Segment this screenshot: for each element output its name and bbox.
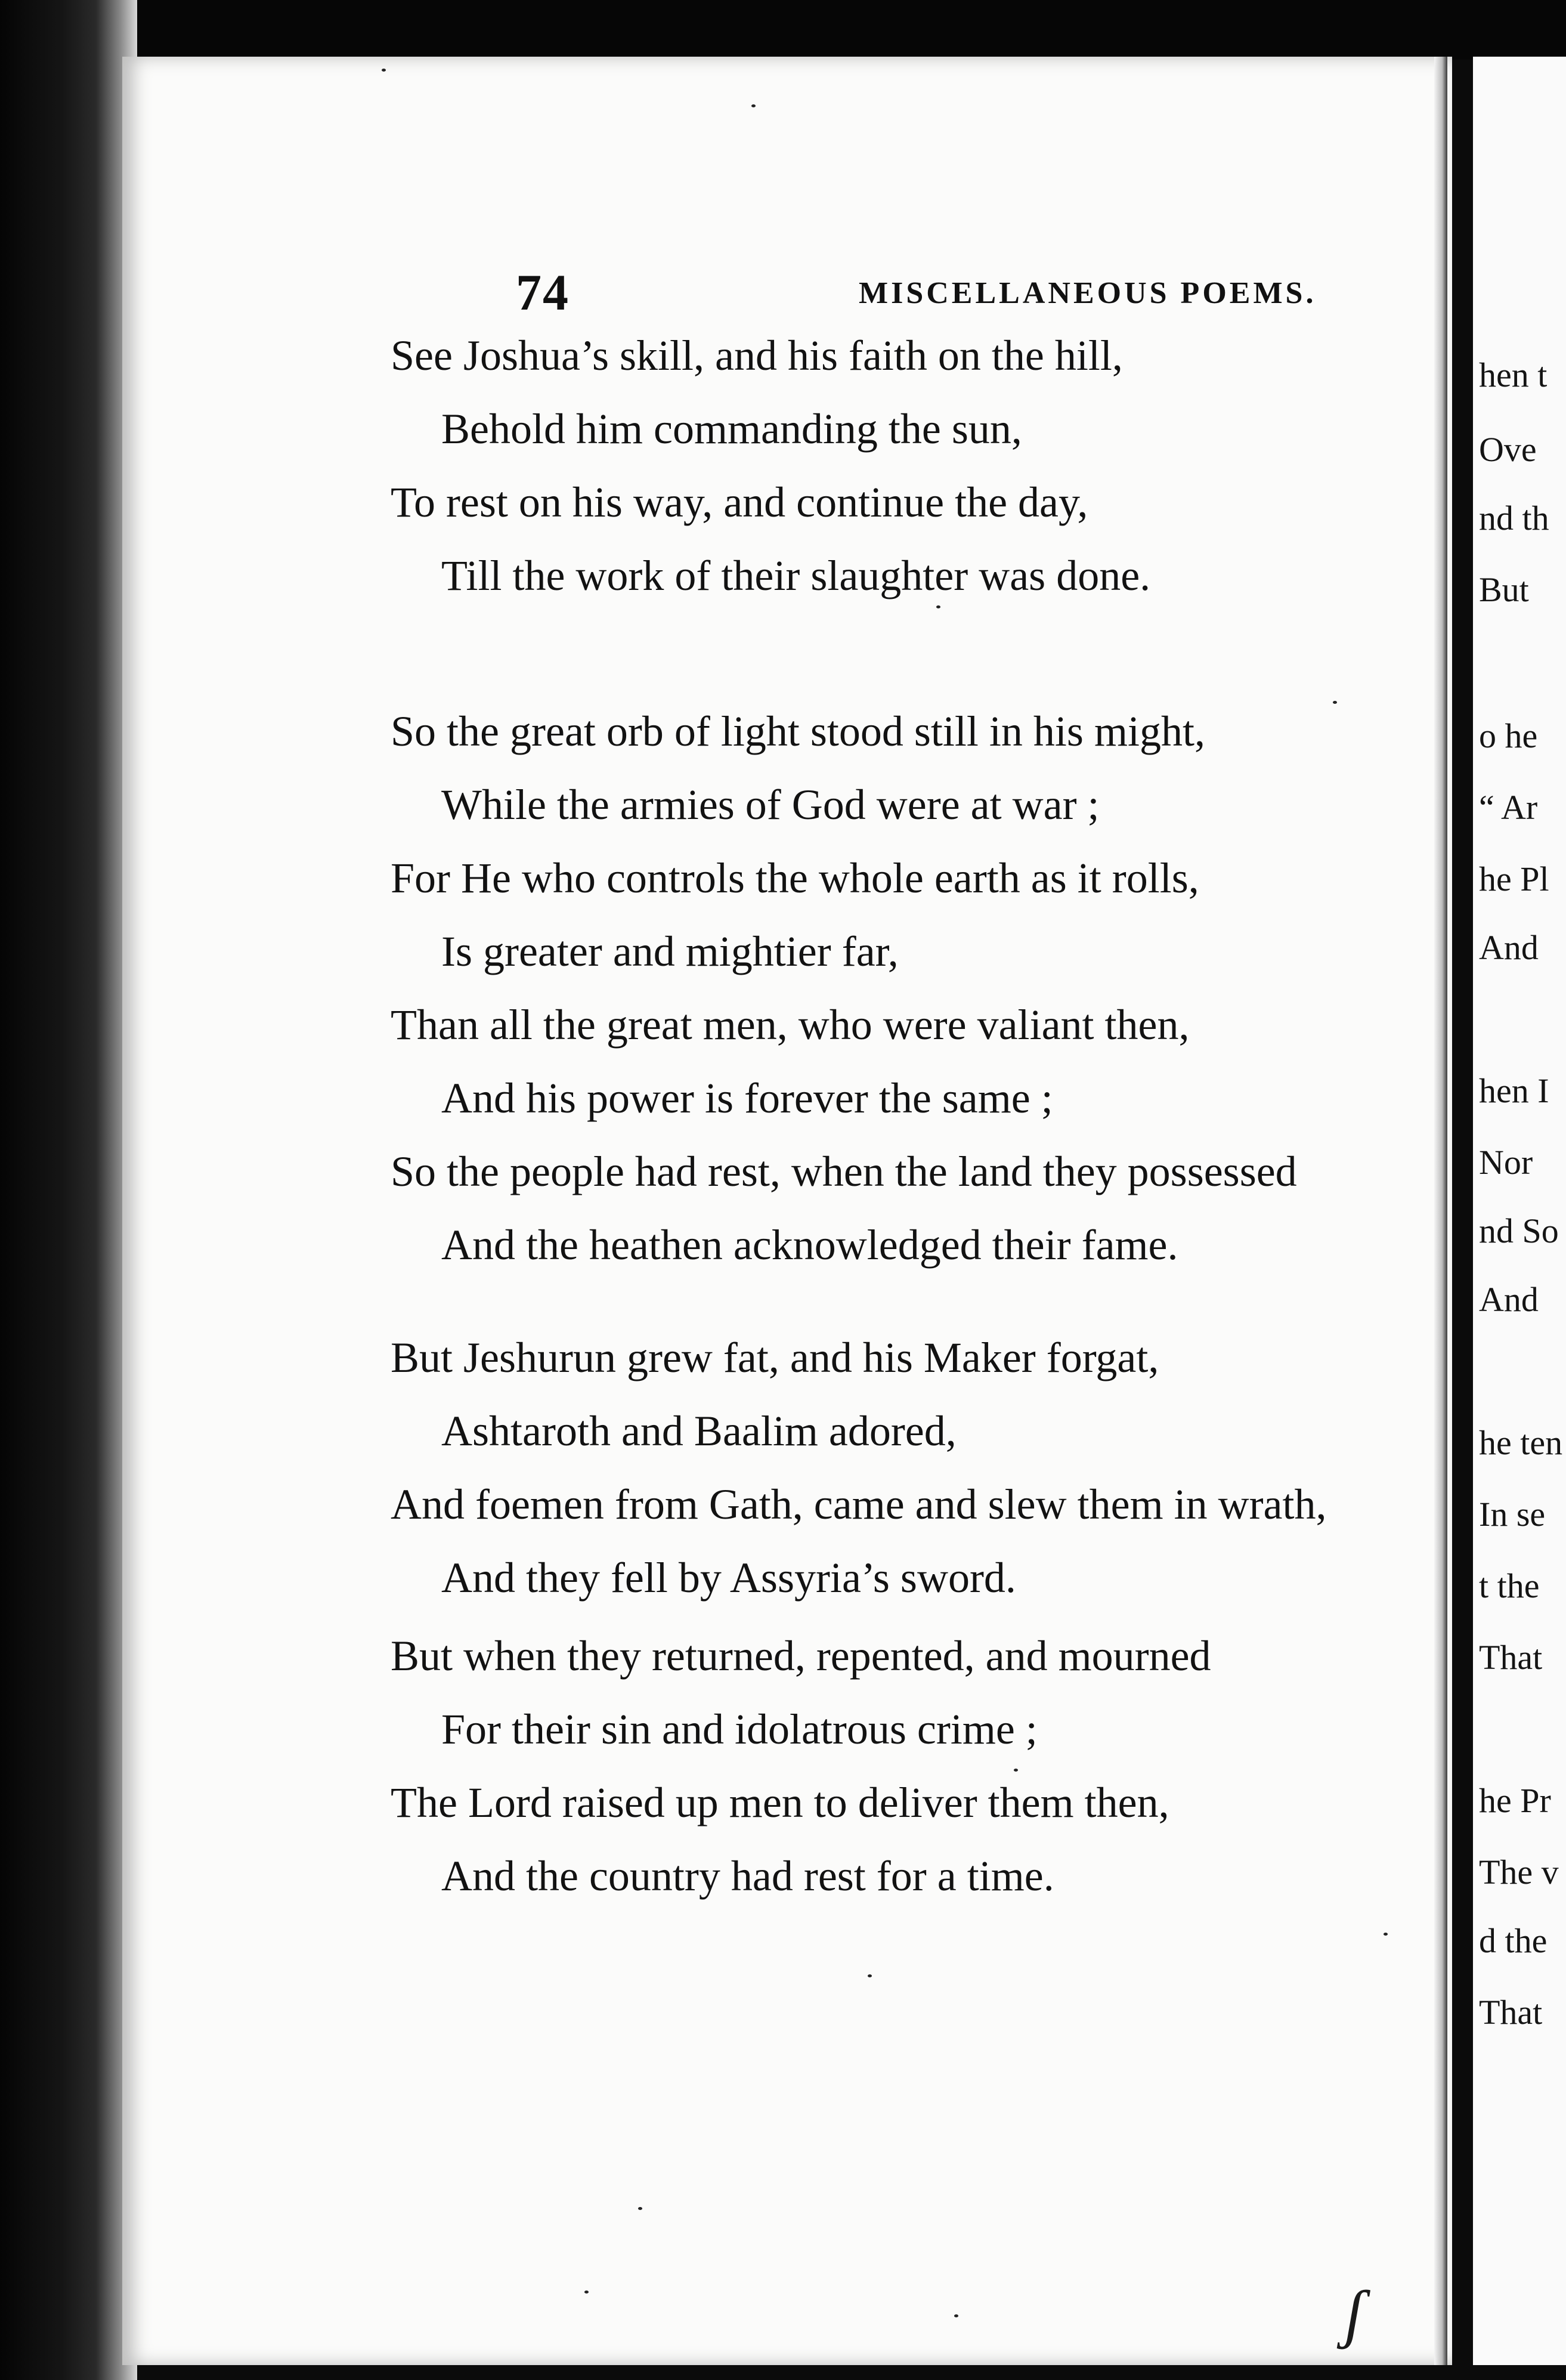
facing-page-fragment: o he xyxy=(1479,716,1538,755)
poem-line: Than all the great men, who were valiant then, xyxy=(391,1001,1190,1049)
scan-top-shadow xyxy=(0,0,1566,60)
poem-line: And the heathen acknowledged their fame. xyxy=(441,1221,1178,1269)
poem-line: While the armies of God were at war ; xyxy=(441,781,1100,829)
facing-page-fragment: The v xyxy=(1479,1853,1559,1891)
poem-line: But when they returned, repented, and mourned xyxy=(391,1632,1211,1680)
facing-page-fragment: he Pr xyxy=(1479,1781,1551,1820)
printer-flourish-mark: ʃ xyxy=(1345,2277,1364,2350)
facing-page-fragment: t the xyxy=(1479,1566,1540,1605)
print-speck xyxy=(1014,1769,1018,1772)
print-speck xyxy=(936,605,940,608)
poem-line: Till the work of their slaughter was done. xyxy=(441,552,1151,599)
facing-page-fragment: And xyxy=(1479,928,1539,967)
facing-page-fragment: In se xyxy=(1479,1495,1546,1534)
print-speck xyxy=(1384,1933,1388,1936)
print-speck xyxy=(382,69,386,72)
poem-line: So the people had rest, when the land they possessed xyxy=(391,1148,1297,1195)
poem-line: Is greater and mightier far, xyxy=(441,928,899,975)
facing-page-strip xyxy=(1473,57,1566,2365)
poem-line: And foemen from Gath, came and slew them in wrath, xyxy=(391,1480,1327,1528)
facing-page-fragment: d the xyxy=(1479,1921,1548,1960)
facing-page-fragment: And xyxy=(1479,1280,1539,1319)
facing-page-fragment: nd th xyxy=(1479,499,1549,537)
print-speck xyxy=(954,2314,958,2317)
facing-page-fragment: he ten xyxy=(1479,1423,1563,1462)
poem-line: Behold him commanding the sun, xyxy=(441,405,1022,453)
facing-page-fragment: That xyxy=(1479,1638,1543,1677)
poem-line: The Lord raised up men to deliver them then, xyxy=(391,1779,1169,1826)
facing-page-fragment: he Pl xyxy=(1479,860,1549,898)
print-speck xyxy=(638,2207,642,2210)
facing-page-fragment: But xyxy=(1479,570,1529,609)
facing-page-fragment: nd So xyxy=(1479,1211,1559,1250)
print-speck xyxy=(751,104,756,107)
print-speck xyxy=(1333,701,1337,704)
print-speck xyxy=(868,1974,872,1977)
print-speck xyxy=(584,2291,589,2294)
poem-line: And his power is forever the same ; xyxy=(441,1074,1053,1122)
poem-line: For He who controls the whole earth as it rolls, xyxy=(391,854,1199,902)
poem-line: So the great orb of light stood still in his might, xyxy=(391,707,1205,755)
facing-page-fragment: hen I xyxy=(1479,1071,1549,1110)
book-page xyxy=(122,57,1452,2365)
facing-page-fragment: Ove xyxy=(1479,430,1537,469)
book-binding-gutter xyxy=(0,0,137,2380)
poem-line: And they fell by Assyria’s sword. xyxy=(441,1554,1016,1602)
facing-page-fragment: That xyxy=(1479,1993,1543,2032)
poem-line: To rest on his way, and continue the day, xyxy=(391,478,1088,526)
poem-line: And the country had rest for a time. xyxy=(441,1852,1054,1900)
facing-page-fragment: Nor xyxy=(1479,1143,1533,1182)
poem-line: See Joshua’s skill, and his faith on the hill, xyxy=(391,332,1123,379)
facing-page-fragment: hen t xyxy=(1479,356,1548,394)
facing-page-fragment: “ Ar xyxy=(1479,788,1538,827)
poem-line: Ashtaroth and Baalim adored, xyxy=(441,1407,957,1455)
running-head: MISCELLANEOUS POEMS. xyxy=(859,276,1317,310)
poem-line: For their sin and idolatrous crime ; xyxy=(441,1705,1038,1753)
page-number: 74 xyxy=(516,264,570,321)
page-edge-shadow xyxy=(1434,57,1447,2365)
poem-line: But Jeshurun grew fat, and his Maker forgat, xyxy=(391,1334,1159,1381)
